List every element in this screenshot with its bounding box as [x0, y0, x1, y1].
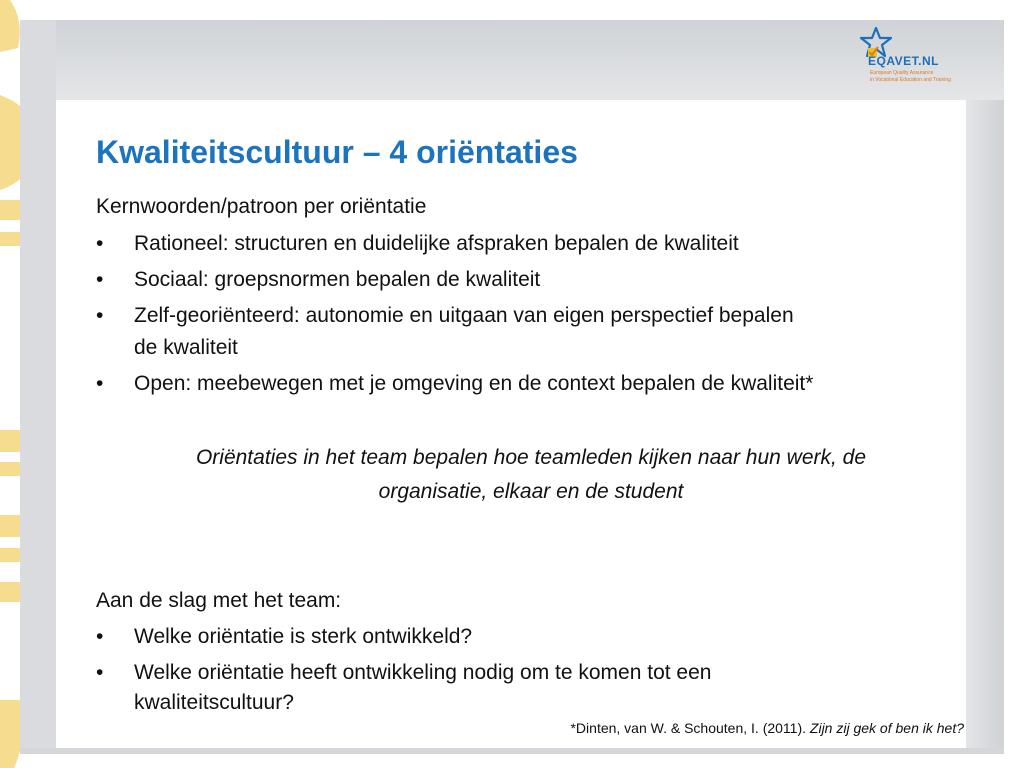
bullet-marker: •	[96, 232, 104, 255]
slide-frame-top	[20, 20, 1004, 100]
bullet-marker: •	[96, 268, 104, 291]
team-question-2: Welke oriëntatie heeft ontwikkeling nodig om te komen tot een	[134, 661, 712, 684]
bullet-open: Open: meebewegen met je omgeving en de context bepalen de kwaliteit*	[134, 372, 814, 395]
logo-subtitle-2: in Vocational Education and Training	[870, 77, 951, 83]
eqavet-logo	[858, 26, 988, 92]
bullet-marker: •	[96, 625, 104, 648]
orientation-statement	[96, 441, 966, 509]
slide-frame-left	[20, 20, 56, 750]
team-heading: Aan de slag met het team:	[96, 589, 342, 612]
bullet-marker: •	[96, 661, 104, 684]
logo-subtitle-1: European Quality Assurance	[870, 70, 934, 76]
bullet-sociaal: Sociaal: groepsnormen bepalen de kwaliteit	[134, 268, 541, 291]
slide-frame-bottom	[20, 748, 1004, 754]
bullet-rationeel: Rationeel: structuren en duidelijke afspraken bepalen de kwaliteit	[134, 232, 739, 255]
bullet-marker: •	[96, 372, 104, 395]
slide-title: Kwaliteitscultuur – 4 oriëntaties	[96, 134, 578, 170]
intro-text: Kernwoorden/patroon per oriëntatie	[96, 195, 427, 218]
bullet-zelf-georienteerd-cont: de kwaliteit	[134, 336, 238, 359]
orientation-statement-line1: Oriëntaties in het team bepalen hoe teamleden kijken naar hun werk, de	[195, 446, 867, 469]
slide-frame-right	[966, 100, 1004, 750]
citation-book-title: Zijn zij gek of ben ik het?	[809, 720, 964, 736]
logo-name: EQAVET.NL	[868, 54, 939, 68]
citation	[570, 720, 964, 736]
citation-authors: *Dinten, van W. & Schouten, I. (2011).	[570, 720, 810, 736]
bullet-marker: •	[96, 304, 104, 327]
team-question-2-cont: kwaliteitscultuur?	[134, 691, 294, 714]
bullet-zelf-georienteerd: Zelf-georiënteerd: autonomie en uitgaan van eigen perspectief bepalen	[134, 304, 794, 327]
orientation-statement-line2: organisatie, elkaar en de student	[378, 480, 684, 503]
team-question-1: Welke oriëntatie is sterk ontwikkeld?	[134, 625, 473, 648]
